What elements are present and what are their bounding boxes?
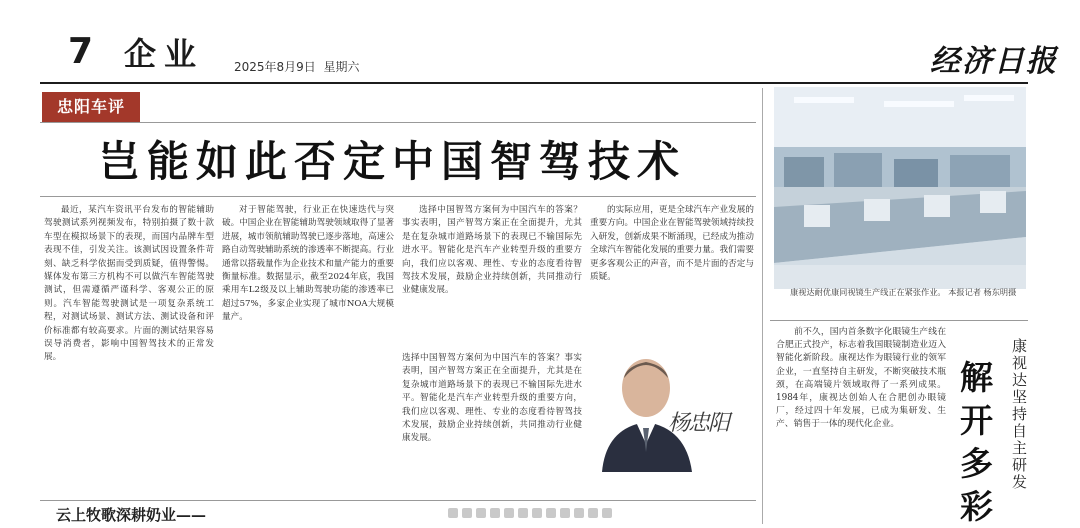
caption-text: 康视达耐优康同视镜生产线正在紧张作业。 (790, 287, 946, 297)
pager-dot[interactable] (504, 508, 514, 518)
side-story-body: 前不久，国内首条数字化眼镜生产线在合肥正式投产，标志着我国眼镜制造业迈入智能化新阶段。康视达作为眼镜行业的领军企业，一直坚持自主研发，不断突破技术瓶颈，在高端镜片领域取得了一系列成果。1984年，康视达创始人在合肥创办眼镜厂，经过四十年发展，已成为集研发、生产、销售于一体的现代化企业。 (776, 327, 946, 430)
pager-dot[interactable] (560, 508, 570, 518)
date-line (234, 58, 359, 75)
article-headline: 岂能如此否定中国智驾技术 (98, 137, 687, 186)
article-column-3-continued: 选择中国智驾方案何为中国汽车的答案？事实表明，国产智驾方案正在全面提升，尤其是在复杂城市道路场景下的表现已不输国际先进水平。智能化是汽车产业转型升级的重要方向，我们应以客观、理性、专业的态度看待智驾技术发展，鼓励企业持续创新，共同推动行业健康发展。 (402, 353, 582, 444)
pager-dot[interactable] (546, 508, 556, 518)
pager-dot[interactable] (476, 508, 486, 518)
page-number: 7 (68, 31, 94, 72)
pager-dot[interactable] (490, 508, 500, 518)
article-column-2: 对于智能驾驶，行业正在快速迭代与突破。中国企业在智能辅助驾驶领域取得了显著进展，城市领航辅助驾驶已逐步落地，高速公路自动驾驶辅助系统的渗透率不断提高。行业通常以搭载量作为企业技术和量产能力的重要衡量标准。数据显示，截至2024年底，我国乘用车L2级及以上辅助驾驶功能的渗透率已超过57%，多家企业实现了城市NOA大规模量产。 (222, 205, 394, 323)
side-story-rule (770, 320, 1028, 321)
tag-rule (40, 122, 756, 123)
header-rule (40, 82, 1028, 84)
article-column-4: 的实际应用，更是全球汽车产业发展的重要方向。中国企业在智能驾驶领域持续投入研发，创新成果不断涌现，已经成为推动全球汽车智能化发展的重要力量。我们需要更多客观公正的声音，而不是片面的否定与质疑。 (590, 205, 754, 283)
article-column-1: 最近，某汽车资讯平台发布的智能辅助驾驶测试系列视频发布，特别拍摄了数十款车型在模拟场景下的表现，而国内品牌车型表现不佳，引发关注。该测试因设置条件苛刻、缺乏科学依据而受到质疑，值得警惕。媒体发布第三方机构不可以做汽车智能驾驶测试，但需遵循严谨科学、客观公正的原则。汽车智能驾驶测试是一项复杂系统工程，对测试场景、测试方法、测试设备和评价标准都有较高要求。片面的测试结果容易误导消费者，影响中国智驾技术的正常发展。 (44, 205, 214, 363)
pager-dot[interactable] (518, 508, 528, 518)
side-story-subtitle: 康视达坚持自主研发 (1012, 337, 1028, 491)
image-pager[interactable] (448, 508, 620, 522)
photo-caption (790, 286, 1026, 299)
article-column-3-lower (402, 352, 582, 500)
bottom-rule (40, 500, 756, 501)
factory-photo (774, 87, 1026, 289)
section-name: 企业 (124, 35, 205, 73)
side-story-title: 解开多彩 (960, 358, 993, 526)
pager-dot[interactable] (574, 508, 584, 518)
next-story-headline: 云上牧歌深耕奶业—— (56, 506, 207, 524)
pager-dot[interactable] (602, 508, 612, 518)
weekday: 星期六 (323, 60, 360, 74)
caption-credit: 本报记者 杨东明摄 (948, 287, 1017, 297)
pager-dot[interactable] (462, 508, 472, 518)
article-column-3: 选择中国智驾方案何为中国汽车的答案？事实表明，国产智驾方案正在全面提升，尤其是在复杂城市道路场景下的表现已不输国际先进水平。智能化是汽车产业转型升级的重要方向，我们应以客观、理性、专业的态度看待智驾技术发展，鼓励企业持续创新，共同推动行业健康发展。 (402, 205, 582, 296)
column-tag: 忠阳车评 (42, 92, 140, 122)
headline-rule (40, 196, 756, 197)
masthead-logo: 经济日报 (930, 44, 1058, 79)
column-divider (762, 88, 763, 524)
pager-dot[interactable] (588, 508, 598, 518)
author-signature: 杨忠阳 (668, 411, 729, 436)
pager-dot[interactable] (448, 508, 458, 518)
pager-dot[interactable] (532, 508, 542, 518)
date: 2025年8月9日 (234, 60, 316, 74)
